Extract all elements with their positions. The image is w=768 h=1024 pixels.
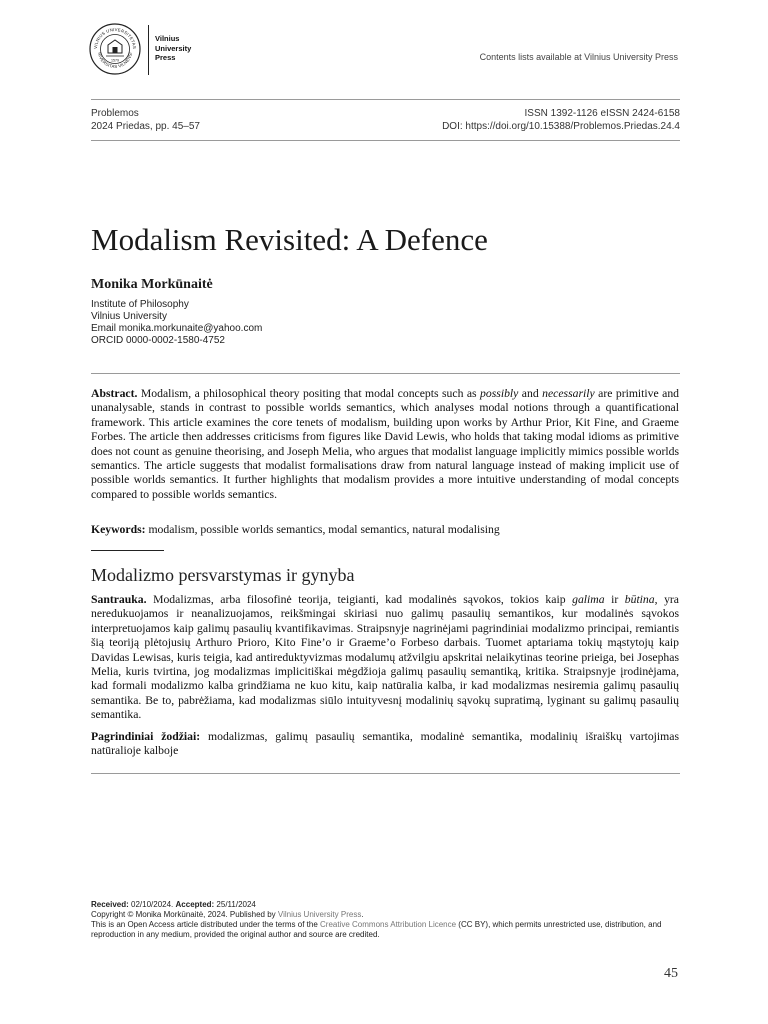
lithuanian-title: Modalizmo persvarstymas ir gynyba bbox=[91, 565, 355, 585]
affiliation-line: Institute of Philosophy bbox=[91, 299, 189, 310]
logo-divider bbox=[148, 25, 149, 75]
received-label: Received: bbox=[91, 900, 129, 909]
abstract-label: Abstract. bbox=[91, 387, 138, 400]
abstract bbox=[91, 387, 679, 502]
abstract-emphasis: necessarily bbox=[542, 387, 595, 400]
doi-link[interactable]: DOI: https://doi.org/10.15388/Problemos.Priedas.24.4 bbox=[442, 120, 680, 132]
summary-label: Santrauka. bbox=[91, 593, 147, 606]
received-date: 02/10/2024. bbox=[128, 900, 176, 909]
publisher-line: Vilnius bbox=[155, 34, 180, 43]
copyright-end: . bbox=[361, 910, 364, 919]
summary-rule-bottom bbox=[91, 773, 680, 774]
publisher-line: Press bbox=[155, 53, 176, 62]
issn: ISSN 1392-1126 eISSN 2424-6158 bbox=[524, 108, 680, 119]
lithuanian-summary bbox=[91, 593, 679, 723]
license-line bbox=[91, 920, 681, 940]
email-line[interactable]: Email monika.morkunaite@yahoo.com bbox=[91, 323, 263, 334]
license-link[interactable]: Creative Commons Attribution Licence bbox=[320, 920, 457, 929]
keywords bbox=[91, 523, 679, 537]
article-footer bbox=[91, 900, 681, 940]
page-number: 45 bbox=[664, 966, 678, 981]
university-seal-logo bbox=[89, 23, 141, 75]
author-name: Monika Morkūnaitė bbox=[91, 277, 213, 292]
contents-note: Contents lists available at Vilnius University Press bbox=[479, 52, 678, 62]
lithuanian-keywords-label: Pagrindiniai žodžiai: bbox=[91, 730, 201, 743]
abstract-text: Modalism, a philosophical theory positing that modal concepts such as bbox=[137, 387, 481, 400]
journal-identifiers bbox=[442, 108, 680, 133]
affiliation-line: Vilnius University bbox=[91, 311, 167, 322]
lithuanian-keywords-text: modalizmas, galimų pasaulių semantika, modalinė semantika, modalinių išraiškų vartojimas natūralioje kalboje bbox=[91, 730, 680, 758]
publisher-link[interactable]: Vilnius University Press bbox=[277, 910, 362, 919]
seal-top-text: VILNIUS UNIVERSITETAS bbox=[92, 26, 138, 50]
accepted-date: 25/11/2024 bbox=[214, 900, 256, 909]
article-title: Modalism Revisited: A Defence bbox=[91, 222, 488, 257]
keywords-label: Keywords: bbox=[91, 523, 146, 536]
svg-text:VILNIUS UNIVERSITETAS bbox=[93, 27, 137, 49]
journal-info bbox=[91, 108, 200, 133]
summary-emphasis: galima bbox=[572, 593, 605, 606]
dates-line bbox=[91, 900, 681, 910]
abstract-rule-top bbox=[91, 373, 680, 374]
journal-name: Problemos bbox=[91, 108, 139, 119]
header-rule-top bbox=[91, 99, 680, 100]
license-text: (CC BY), which permits unrestricted use, distribution, and reproduction in any medium, provided the original author and source are credited. bbox=[91, 920, 662, 939]
seal-year: 1579 bbox=[111, 58, 119, 63]
lithuanian-keywords bbox=[91, 730, 679, 759]
summary-text: , yra neredukuojamos ir neanalizuojamos, reikšmingai skiriasi nuo galimų pasaulių semantikos, kur modalinės sąvokos interpretuojamos kaip galimų pasaulių kvantifikavimas. Straipsnyje nagrinėjami pagrindiniai modalizmo principai, remiantis šią teoriją plėtojusių Arthuro Prioro, Kito Fine’o ir Graeme’o Forbeso darbais. Tuomet aptariama tokių mąstytojų kaip Davidas Lewisas, kuris teigia, kad antireduktyvizmas modalumų atžvilgiu apskritai nelaikytinas teorine prieiga, bei Josephas Melia, kuris tvirtina, jog modalizmas implicitiškai mėgdžioja galimų pasaulių semantiką, kritika. Straipsnyje įrodinėjama, kad formali modalizmo kalba grindžiama ne kuo kitu, kaip natūralia kalba, ir kad modalizmas nesiremia galimų pasaulių semantika. Be to, pabrėžiama, kad modalizmas siūlo intuityvesnį modalinių sąvokų supratimą, lyginant su galimų pasaulių semantika. bbox=[91, 593, 679, 722]
author-affiliation bbox=[91, 299, 262, 347]
seal-bottom-text: NIVERSITAS VILNENSI bbox=[97, 51, 133, 70]
summary-text: Modalizmas, arba filosofinė teorija, teigianti, kad modalinės sąvokos, tokios kaip bbox=[146, 593, 573, 606]
license-text: This is an Open Access article distributed under the terms of the bbox=[91, 920, 320, 929]
abstract-text: are primitive and unanalysable, stands in contrast to possible worlds semantics, which analyses modal notions through a quantificational framework. This article examines the core tenets of modalism, building upon works by Arthur Prior, Kit Fine, and Graeme Forbes. The article then addresses criticisms from figures like David Lewis, who holds that taking modal idioms as primitive does not count as genuine theorising, and Joseph Melia, who argues that modalist language implicitly mimics possible worlds semantics. The article suggests that modalist formalisations draw from natural language instead of making implicit use of possible worlds semantics. It further highlights that modalism provides a more intuitive understanding of modal concepts compared to possible worlds semantics. bbox=[91, 387, 680, 501]
summary-text: ir bbox=[604, 593, 625, 606]
header-rule-bottom bbox=[91, 140, 680, 141]
summary-emphasis: būtina bbox=[624, 593, 655, 606]
keywords-text: modalism, possible worlds semantics, modal semantics, natural modalising bbox=[145, 523, 500, 536]
copyright-line bbox=[91, 910, 681, 920]
journal-issue: 2024 Priedas, pp. 45–57 bbox=[91, 120, 200, 132]
orcid-line[interactable]: ORCID 0000-0002-1580-4752 bbox=[91, 335, 225, 346]
publisher-line: University bbox=[155, 43, 192, 53]
abstract-text: and bbox=[518, 387, 543, 400]
publisher-name bbox=[155, 34, 191, 63]
section-divider bbox=[91, 550, 164, 551]
accepted-label: Accepted: bbox=[175, 900, 215, 909]
abstract-emphasis: possibly bbox=[480, 387, 519, 400]
copyright-text: Copyright © Monika Morkūnaitė, 2024. Published by bbox=[91, 910, 278, 919]
